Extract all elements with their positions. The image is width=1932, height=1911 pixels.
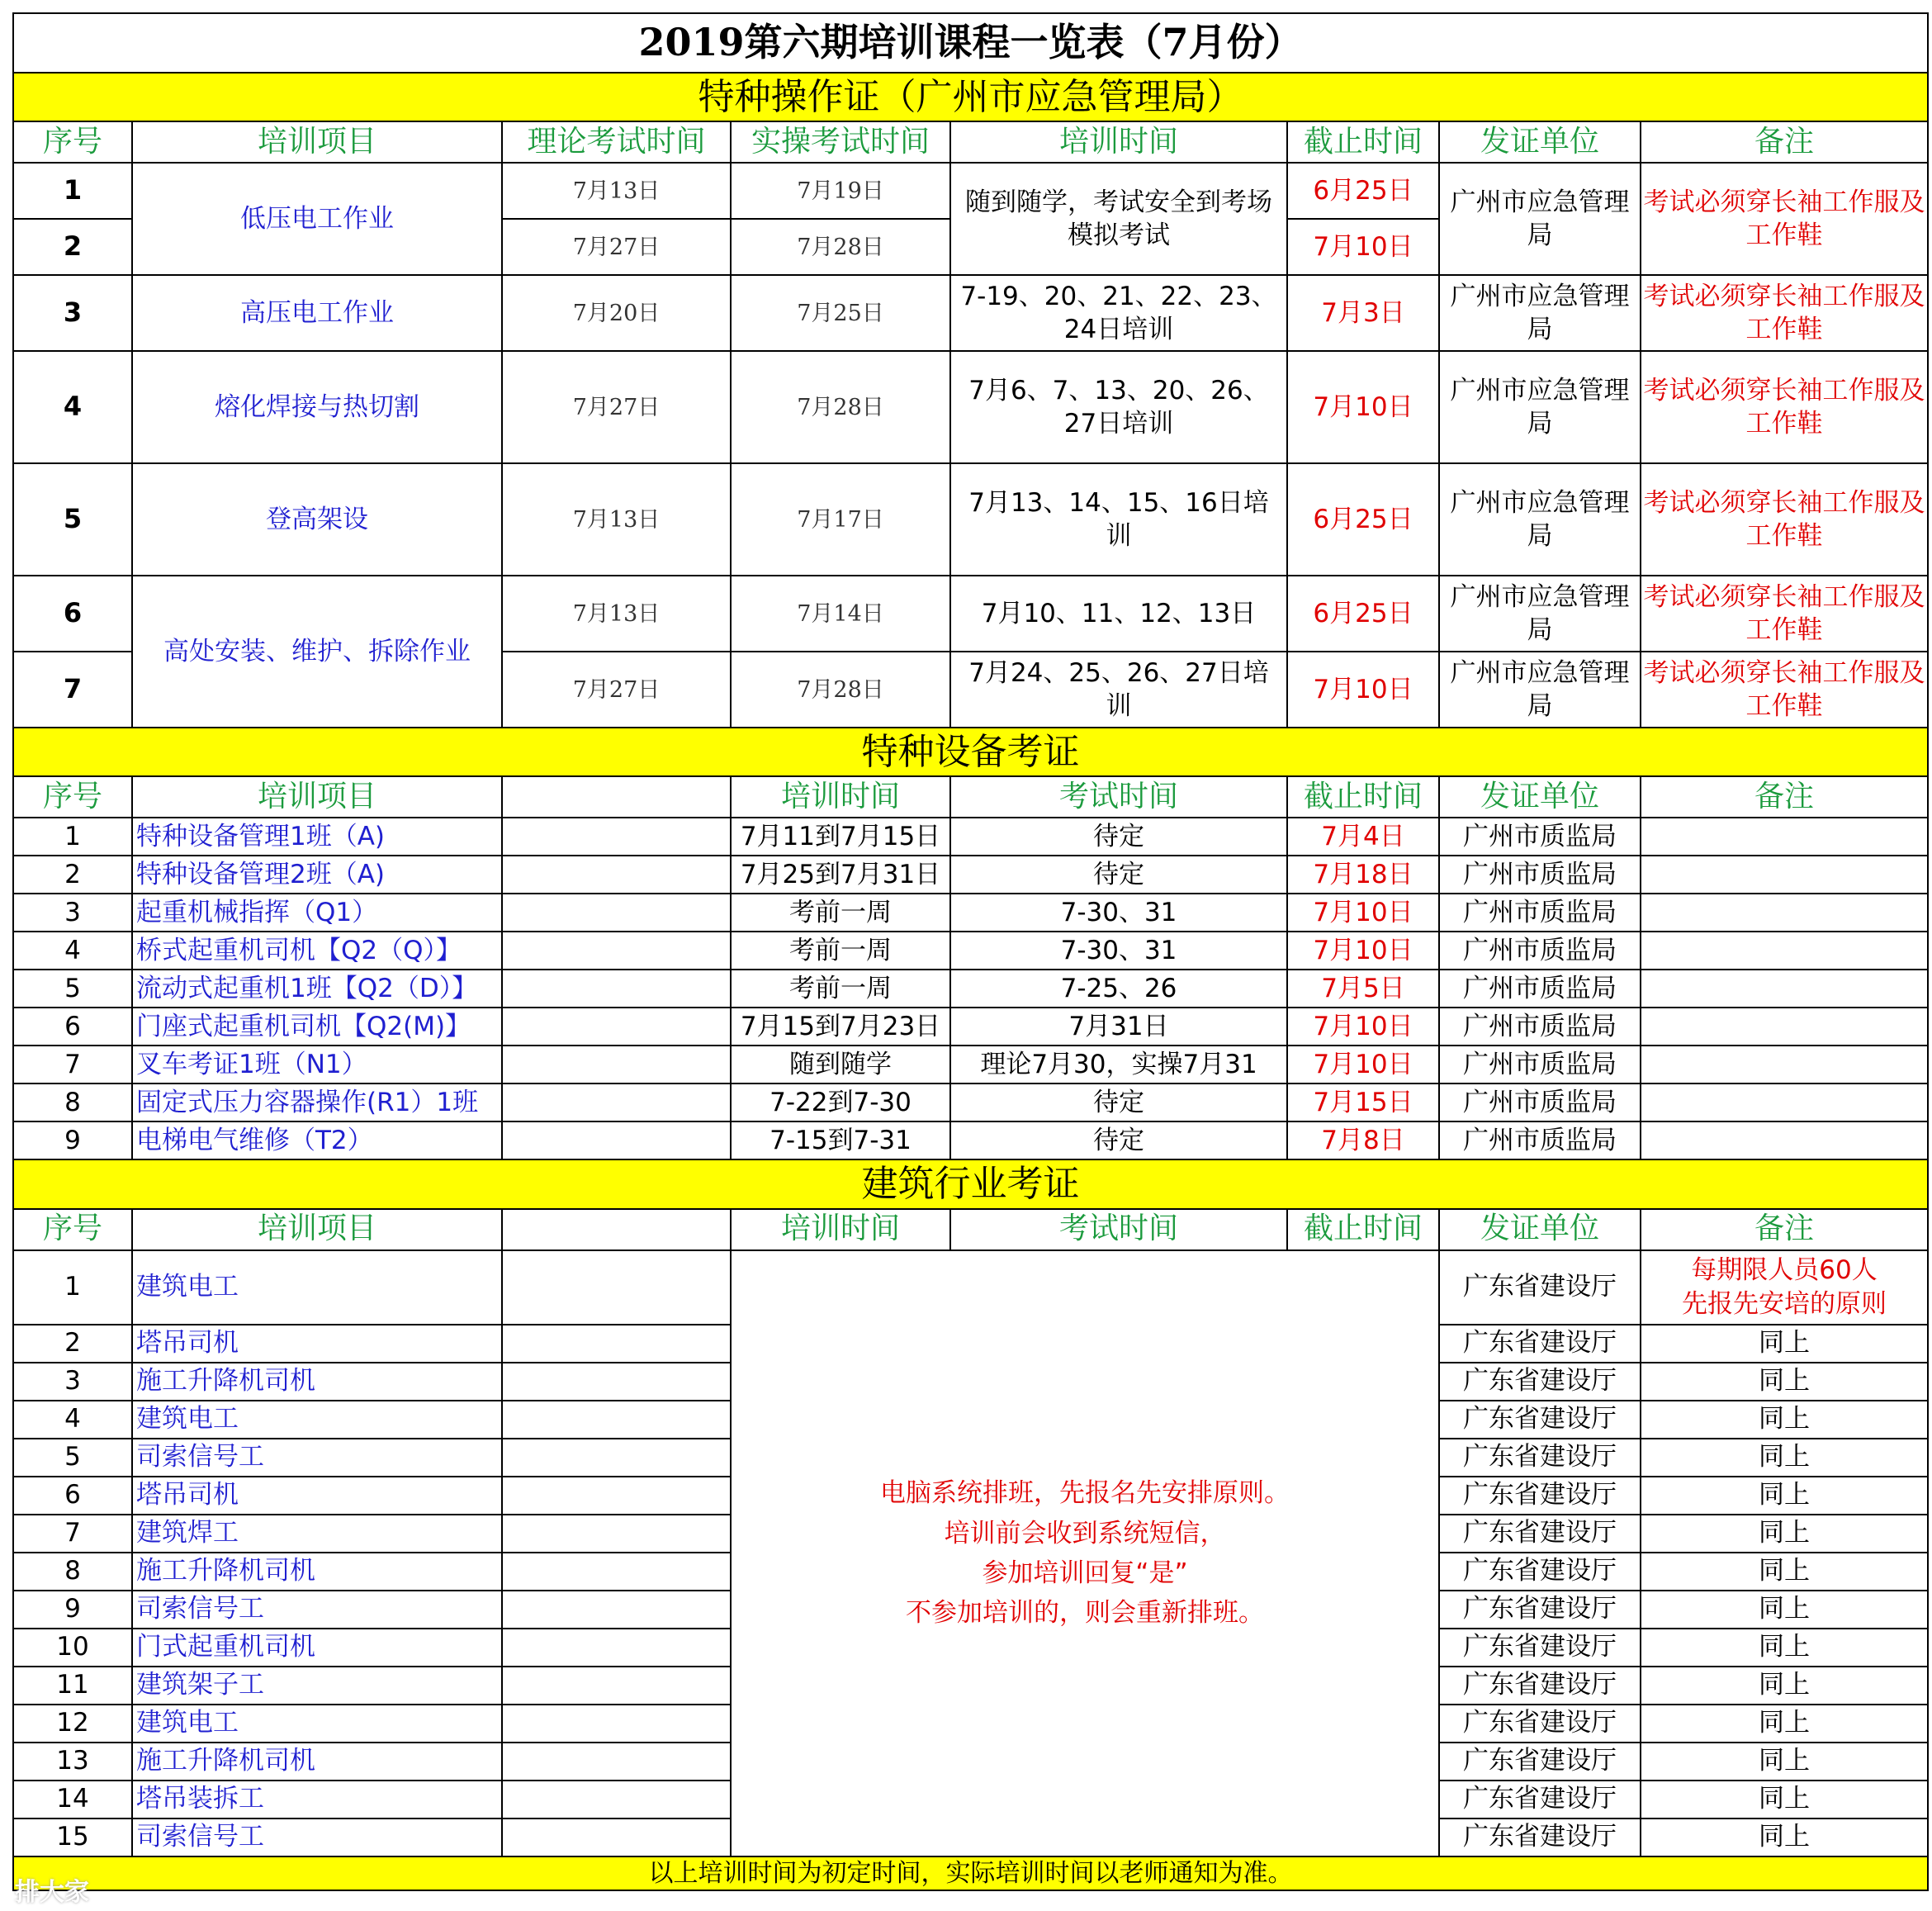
issuer: 广东省建设厅 [1439, 1743, 1641, 1781]
row-number: 5 [13, 463, 132, 576]
empty-cell [502, 1046, 731, 1084]
issuer: 广州市质监局 [1439, 1008, 1641, 1046]
remark: 同上 [1641, 1325, 1928, 1363]
issuer: 广东省建设厅 [1439, 1553, 1641, 1591]
row-number: 4 [13, 351, 132, 463]
training-item: 塔吊装拆工 [132, 1781, 502, 1819]
remark: 考试必须穿长袖工作服及工作鞋 [1641, 351, 1928, 463]
row-number: 2 [13, 856, 132, 894]
row-number: 8 [13, 1553, 132, 1591]
remark: 同上 [1641, 1781, 1928, 1819]
empty-cell [502, 1121, 731, 1159]
row-number: 3 [13, 894, 132, 932]
row-number: 10 [13, 1629, 132, 1667]
theory-exam-date: 7月13日 [502, 576, 731, 652]
text-line: 先报先安培的原则 [1682, 1288, 1887, 1319]
deadline: 7月10日 [1287, 1008, 1439, 1046]
empty-cell [502, 1401, 731, 1439]
empty-cell [502, 1591, 731, 1629]
practice-exam-date: 7月17日 [731, 463, 950, 576]
text-line: 每期限人员60人 [1691, 1255, 1878, 1286]
issuer: 广州市质监局 [1439, 1046, 1641, 1084]
column-header: 备注 [1641, 776, 1928, 818]
training-item: 固定式压力容器操作(R1）1班 [132, 1084, 502, 1121]
row-number: 5 [13, 970, 132, 1008]
row-number: 3 [13, 275, 132, 351]
column-header: 截止时间 [1287, 121, 1439, 163]
issuer: 广东省建设厅 [1439, 1667, 1641, 1705]
remark [1641, 1084, 1928, 1121]
issuer: 广东省建设厅 [1439, 1439, 1641, 1477]
exam-time: 7-30、31 [950, 932, 1287, 970]
text-line: 不参加培训的，则会重新排班。 [906, 1597, 1264, 1628]
row-number: 13 [13, 1743, 132, 1781]
row-number: 7 [13, 1515, 132, 1553]
training-item: 建筑电工 [132, 1401, 502, 1439]
column-header: 发证单位 [1439, 776, 1641, 818]
section-title: 特种设备考证 [13, 728, 1928, 776]
training-item: 建筑架子工 [132, 1667, 502, 1705]
column-header: 序号 [13, 1209, 132, 1250]
training-item: 叉车考证1班（N1） [132, 1046, 502, 1084]
practice-exam-date: 7月19日 [731, 163, 950, 219]
column-header: 考试时间 [950, 1209, 1287, 1250]
remark: 同上 [1641, 1591, 1928, 1629]
issuer: 广东省建设厅 [1439, 1819, 1641, 1856]
row-number: 4 [13, 932, 132, 970]
empty-cell [502, 932, 731, 970]
empty-cell [502, 1705, 731, 1743]
row-number: 3 [13, 1363, 132, 1401]
row-number: 2 [13, 219, 132, 275]
column-header: 培训时间 [731, 1209, 950, 1250]
issuer: 广州市质监局 [1439, 1121, 1641, 1159]
row-number: 14 [13, 1781, 132, 1819]
issuer: 广州市应急管理局 [1439, 163, 1641, 275]
training-item: 特种设备管理2班（A) [132, 856, 502, 894]
remark [1641, 1046, 1928, 1084]
remark: 考试必须穿长袖工作服及工作鞋 [1641, 463, 1928, 576]
training-item: 高处安装、维护、拆除作业 [132, 576, 502, 728]
row-number: 4 [13, 1401, 132, 1439]
remark: 同上 [1641, 1705, 1928, 1743]
row-number: 5 [13, 1439, 132, 1477]
training-time: 考前一周 [731, 894, 950, 932]
exam-time: 7-30、31 [950, 894, 1287, 932]
exam-time: 待定 [950, 1121, 1287, 1159]
issuer: 广东省建设厅 [1439, 1515, 1641, 1553]
empty-cell [502, 1629, 731, 1667]
empty-cell [502, 1439, 731, 1477]
remark [1641, 856, 1928, 894]
empty-cell [502, 970, 731, 1008]
training-time: 7-19、20、21、22、23、24日培训 [950, 275, 1287, 351]
training-item: 施工升降机司机 [132, 1363, 502, 1401]
deadline: 7月10日 [1287, 219, 1439, 275]
remark [1641, 1008, 1928, 1046]
column-header: 发证单位 [1439, 1209, 1641, 1250]
issuer: 广东省建设厅 [1439, 1591, 1641, 1629]
practice-exam-date: 7月28日 [731, 219, 950, 275]
row-number: 11 [13, 1667, 132, 1705]
training-schedule-table [12, 12, 1929, 1891]
issuer: 广东省建设厅 [1439, 1401, 1641, 1439]
theory-exam-date: 7月27日 [502, 219, 731, 275]
training-item: 建筑焊工 [132, 1515, 502, 1553]
remark: 同上 [1641, 1477, 1928, 1515]
column-header: 理论考试时间 [502, 121, 731, 163]
training-item: 熔化焊接与热切割 [132, 351, 502, 463]
theory-exam-date: 7月27日 [502, 652, 731, 728]
training-item: 施工升降机司机 [132, 1743, 502, 1781]
training-item: 登高架设 [132, 463, 502, 576]
watermark-logo: 排大家 [15, 1878, 89, 1907]
column-header: 截止时间 [1287, 1209, 1439, 1250]
exam-time: 理论7月30，实操7月31 [950, 1046, 1287, 1084]
page-title: 2019第六期培训课程一览表（7月份） [13, 13, 1928, 73]
training-item: 高压电工作业 [132, 275, 502, 351]
column-header: 培训项目 [132, 776, 502, 818]
row-number: 9 [13, 1121, 132, 1159]
training-time: 考前一周 [731, 970, 950, 1008]
row-number: 6 [13, 1477, 132, 1515]
deadline: 6月25日 [1287, 163, 1439, 219]
theory-exam-date: 7月27日 [502, 351, 731, 463]
practice-exam-date: 7月28日 [731, 351, 950, 463]
empty-cell [502, 1363, 731, 1401]
empty-cell [502, 894, 731, 932]
column-header: 培训项目 [132, 1209, 502, 1250]
remark [1641, 1250, 1928, 1325]
deadline: 7月5日 [1287, 970, 1439, 1008]
footer-note: 以上培训时间为初定时间，实际培训时间以老师通知为准。 [13, 1856, 1928, 1890]
row-number: 6 [13, 576, 132, 652]
section-title: 特种操作证（广州市应急管理局） [13, 73, 1928, 121]
training-item: 电梯电气维修（T2） [132, 1121, 502, 1159]
training-item: 建筑电工 [132, 1250, 502, 1325]
issuer: 广东省建设厅 [1439, 1705, 1641, 1743]
empty-cell [502, 818, 731, 856]
column-header: 培训时间 [731, 776, 950, 818]
issuer: 广东省建设厅 [1439, 1250, 1641, 1325]
empty-cell [502, 1515, 731, 1553]
empty-cell [502, 1084, 731, 1121]
exam-time: 7月31日 [950, 1008, 1287, 1046]
remark [1641, 1121, 1928, 1159]
text-line: 培训前会收到系统短信， [944, 1518, 1226, 1548]
column-header: 序号 [13, 776, 132, 818]
theory-exam-date: 7月20日 [502, 275, 731, 351]
issuer: 广东省建设厅 [1439, 1629, 1641, 1667]
exam-time: 7-25、26 [950, 970, 1287, 1008]
remark: 同上 [1641, 1667, 1928, 1705]
remark [1641, 970, 1928, 1008]
column-header: 截止时间 [1287, 776, 1439, 818]
column-header: 培训项目 [132, 121, 502, 163]
column-header: 序号 [13, 121, 132, 163]
column-header: 实操考试时间 [731, 121, 950, 163]
training-item: 建筑电工 [132, 1705, 502, 1743]
empty-cell [502, 1008, 731, 1046]
column-header: 备注 [1641, 121, 1928, 163]
training-time: 7月25到7月31日 [731, 856, 950, 894]
remark: 同上 [1641, 1743, 1928, 1781]
training-time: 7月11到7月15日 [731, 818, 950, 856]
empty-cell [502, 1477, 731, 1515]
training-time: 7月13、14、15、16日培训 [950, 463, 1287, 576]
training-time: 7月15到7月23日 [731, 1008, 950, 1046]
text-line: 电脑系统排班，先报名先安排原则。 [880, 1478, 1290, 1509]
row-number: 2 [13, 1325, 132, 1363]
issuer: 广州市质监局 [1439, 856, 1641, 894]
remark: 考试必须穿长袖工作服及工作鞋 [1641, 163, 1928, 275]
deadline: 7月10日 [1287, 1046, 1439, 1084]
issuer: 广州市质监局 [1439, 970, 1641, 1008]
row-number: 6 [13, 1008, 132, 1046]
training-item: 塔吊司机 [132, 1477, 502, 1515]
row-number: 1 [13, 818, 132, 856]
row-number: 1 [13, 163, 132, 219]
deadline: 7月4日 [1287, 818, 1439, 856]
issuer: 广东省建设厅 [1439, 1363, 1641, 1401]
deadline: 7月15日 [1287, 1084, 1439, 1121]
training-item: 门式起重机司机 [132, 1629, 502, 1667]
training-item: 低压电工作业 [132, 163, 502, 275]
training-time: 7月24、25、26、27日培训 [950, 652, 1287, 728]
remark: 同上 [1641, 1401, 1928, 1439]
empty-cell [502, 856, 731, 894]
practice-exam-date: 7月28日 [731, 652, 950, 728]
remark: 同上 [1641, 1629, 1928, 1667]
training-item: 桥式起重机司机【Q2（Q）】 [132, 932, 502, 970]
empty-cell [502, 1667, 731, 1705]
empty-cell [502, 1553, 731, 1591]
row-number: 12 [13, 1705, 132, 1743]
issuer: 广州市质监局 [1439, 894, 1641, 932]
empty-cell [502, 1819, 731, 1856]
issuer: 广州市应急管理局 [1439, 576, 1641, 652]
issuer: 广州市应急管理局 [1439, 351, 1641, 463]
row-number: 8 [13, 1084, 132, 1121]
training-time: 随到随学，考试安全到考场模拟考试 [950, 163, 1287, 275]
section-title: 建筑行业考证 [13, 1159, 1928, 1208]
issuer: 广州市应急管理局 [1439, 275, 1641, 351]
training-time: 7月6、7、13、20、26、27日培训 [950, 351, 1287, 463]
practice-exam-date: 7月25日 [731, 275, 950, 351]
column-header: 备注 [1641, 1209, 1928, 1250]
remark: 同上 [1641, 1363, 1928, 1401]
remark [1641, 932, 1928, 970]
issuer: 广州市质监局 [1439, 818, 1641, 856]
remark: 同上 [1641, 1553, 1928, 1591]
remark: 考试必须穿长袖工作服及工作鞋 [1641, 652, 1928, 728]
deadline: 7月8日 [1287, 1121, 1439, 1159]
issuer: 广州市应急管理局 [1439, 463, 1641, 576]
training-item: 门座式起重机司机【Q2(M)】 [132, 1008, 502, 1046]
remark: 考试必须穿长袖工作服及工作鞋 [1641, 275, 1928, 351]
training-time: 随到随学 [731, 1046, 950, 1084]
training-time: 7-15到7-31 [731, 1121, 950, 1159]
column-header [502, 776, 731, 818]
training-item: 起重机械指挥（Q1） [132, 894, 502, 932]
column-header: 考试时间 [950, 776, 1287, 818]
deadline: 7月18日 [1287, 856, 1439, 894]
training-time: 考前一周 [731, 932, 950, 970]
remark: 同上 [1641, 1439, 1928, 1477]
row-number: 9 [13, 1591, 132, 1629]
issuer: 广州市应急管理局 [1439, 652, 1641, 728]
training-item: 特种设备管理1班（A) [132, 818, 502, 856]
deadline: 7月10日 [1287, 932, 1439, 970]
deadline: 7月10日 [1287, 894, 1439, 932]
training-time: 7-22到7-30 [731, 1084, 950, 1121]
training-item: 司索信号工 [132, 1591, 502, 1629]
training-item: 司索信号工 [132, 1819, 502, 1856]
training-item: 司索信号工 [132, 1439, 502, 1477]
remark: 同上 [1641, 1515, 1928, 1553]
training-item: 流动式起重机1班【Q2（D）】 [132, 970, 502, 1008]
deadline: 7月10日 [1287, 652, 1439, 728]
training-item: 塔吊司机 [132, 1325, 502, 1363]
column-header [502, 1209, 731, 1250]
deadline: 6月25日 [1287, 463, 1439, 576]
column-header: 发证单位 [1439, 121, 1641, 163]
exam-time: 待定 [950, 818, 1287, 856]
training-time: 7月10、11、12、13日 [950, 576, 1287, 652]
issuer: 广东省建设厅 [1439, 1781, 1641, 1819]
training-item: 施工升降机司机 [132, 1553, 502, 1591]
empty-cell [502, 1743, 731, 1781]
text-line: 参加培训回复“是” [982, 1558, 1188, 1588]
row-number: 1 [13, 1250, 132, 1325]
issuer: 广州市质监局 [1439, 1084, 1641, 1121]
remark: 考试必须穿长袖工作服及工作鞋 [1641, 576, 1928, 652]
schedule-note [731, 1250, 1439, 1856]
remark: 同上 [1641, 1819, 1928, 1856]
theory-exam-date: 7月13日 [502, 463, 731, 576]
empty-cell [502, 1250, 731, 1325]
exam-time: 待定 [950, 1084, 1287, 1121]
exam-time: 待定 [950, 856, 1287, 894]
practice-exam-date: 7月14日 [731, 576, 950, 652]
theory-exam-date: 7月13日 [502, 163, 731, 219]
empty-cell [502, 1781, 731, 1819]
row-number: 7 [13, 1046, 132, 1084]
empty-cell [502, 1325, 731, 1363]
remark [1641, 818, 1928, 856]
remark [1641, 894, 1928, 932]
issuer: 广东省建设厅 [1439, 1477, 1641, 1515]
row-number: 15 [13, 1819, 132, 1856]
row-number: 7 [13, 652, 132, 728]
deadline: 7月3日 [1287, 275, 1439, 351]
deadline: 7月10日 [1287, 351, 1439, 463]
column-header: 培训时间 [950, 121, 1287, 163]
deadline: 6月25日 [1287, 576, 1439, 652]
issuer: 广州市质监局 [1439, 932, 1641, 970]
issuer: 广东省建设厅 [1439, 1325, 1641, 1363]
